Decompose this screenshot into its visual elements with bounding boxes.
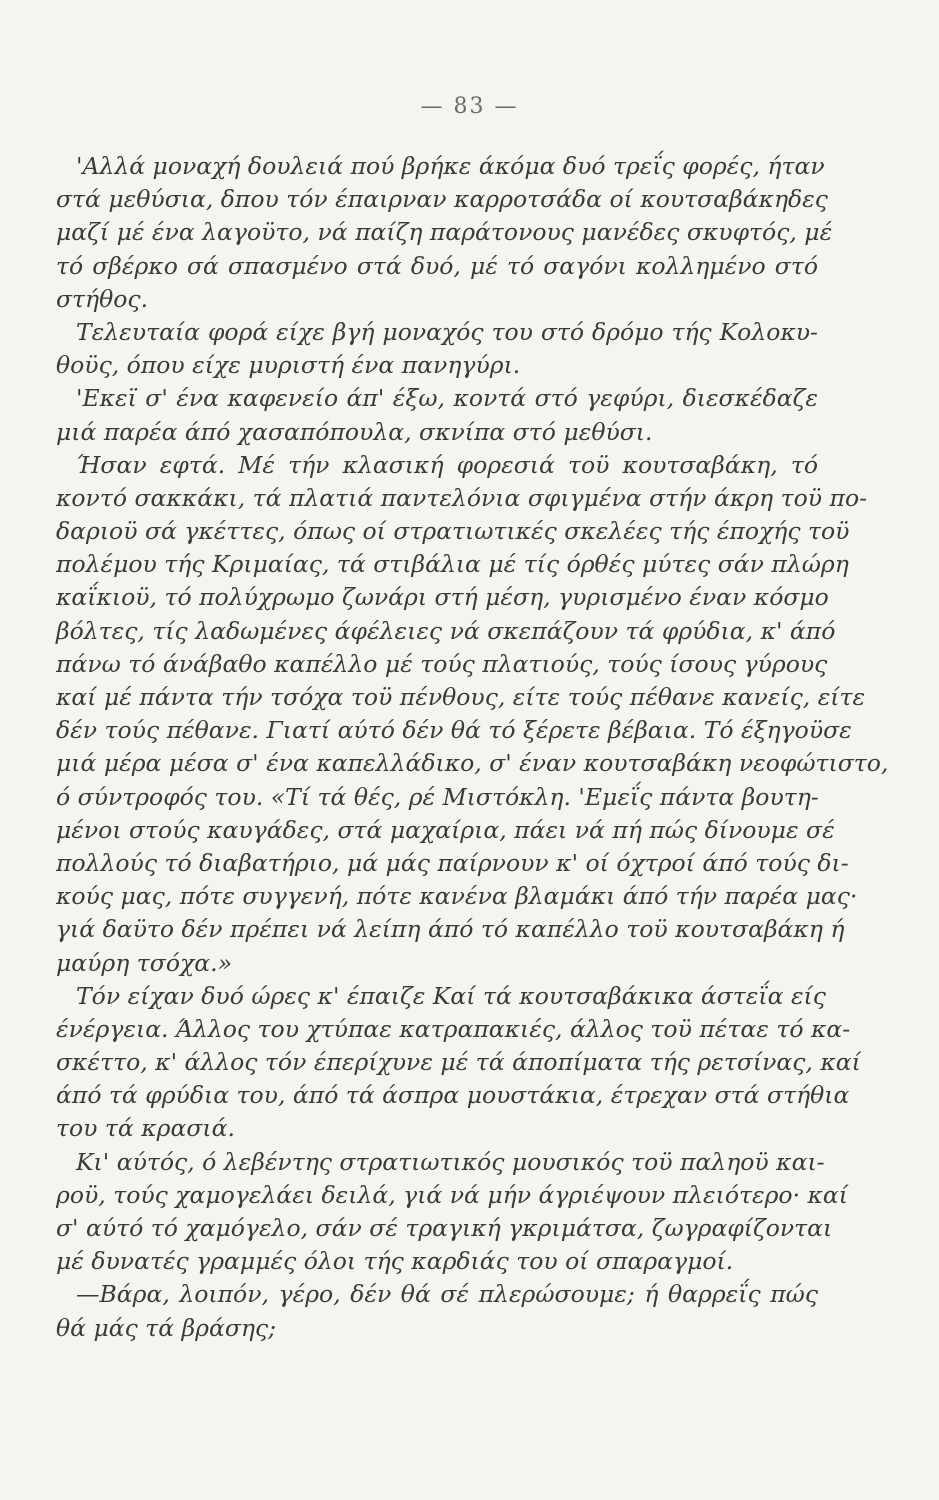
text-line: ό σύντροφός του. «Τί τά θές, ρέ Μιστόκλη. 'Εμεΐς πάντα βουτη- xyxy=(56,782,819,811)
text-line: ένέργεια. Άλλος του χτύπαε κατραπακιές, άλλος τοϋ πέταε τό κα- xyxy=(56,1014,851,1043)
text-line: σ' αύτό τό χαμόγελο, σάν σέ τραγική γκριμάτσα, ζωγραφίζονται xyxy=(56,1214,833,1242)
page-number: — 83 — xyxy=(420,94,519,119)
text-line: Τελευταία φορά είχε βγή μοναχός του στό δρόμο τής Κολοκυ- xyxy=(76,317,818,346)
text-line: καί μέ πάντα τήν τσόχα τοϋ πένθους, είτε τούς πέθανε κανείς, είτε xyxy=(56,683,866,711)
text-line: ροϋ, τούς χαμογελάει δειλά, γιά νά μήν άγριέψουν πλειότερο· καί xyxy=(56,1180,849,1209)
text-line: μένοι στούς καυγάδες, στά μαχαίρια, πάει νά πή πώς δίνουμε σέ xyxy=(56,815,835,844)
text-line: πολλούς τό διαβατήριο, μά μάς παίρνουν κ' οί όχτροί άπό τούς δι- xyxy=(56,848,849,877)
text-line: του τά κρασιά. xyxy=(56,1114,235,1143)
text-line: μέ δυνατές γραμμές όλοι τής καρδιάς του οί σπαραγμοί. xyxy=(56,1247,734,1276)
text-line: μαύρη τσόχα.» xyxy=(56,948,232,977)
text-line: Τόν είχαν δυό ώρες κ' έπαιζε Καί τά κουτσαβάκικα άστεΐα είς xyxy=(76,981,826,1010)
text-line: πάνω τό άνάβαθο καπέλλο μέ τούς πλατιούς, τούς ίσους γύρους xyxy=(56,649,828,678)
text-line: Ήσαν εφτά. Μέ τήν κλασική φορεσιά τοϋ κουτσαβάκη, τό xyxy=(76,450,818,479)
body-text xyxy=(56,150,889,1345)
text-line: δέν τούς πέθανε. Γιατί αύτό δέν θά τό ξέρετε βέβαια. Τό έξηγοϋσε xyxy=(56,716,852,745)
text-line: δαριοϋ σά γκέττες, όπως οί στρατιωτικές σκελέες τής έποχής τοϋ xyxy=(56,517,850,546)
text-line: καΐκιοϋ, τό πολύχρωμο ζωνάρι στή μέση, γυρισμένο έναν κόσμο xyxy=(56,583,829,612)
text-line: τό σβέρκο σά σπασμένο στά δυό, μέ τό σαγόνι κολλημένο στό xyxy=(56,251,818,280)
text-line: γιά δαϋτο δέν πρέπει νά λείπη άπό τό καπέλλο τοϋ κουτσαβάκη ή xyxy=(56,915,845,944)
text-line: Κι' αύτός, ό λεβέντης στρατιωτικός μουσικός τοϋ παληοϋ και- xyxy=(76,1147,825,1176)
text-line: 'Αλλά μοναχή δουλειά πού βρήκε άκόμα δυό τρεΐς φορές, ήταν xyxy=(76,152,825,180)
text-line: στά μεθύσια, δπου τόν έπαιρναν καρροτσάδα οί κουτσαβάκηδες xyxy=(56,185,828,214)
text-line: —Βάρα, λοιπόν, γέρο, δέν θά σέ πλερώσουμε; ή θαρρεΐς πώς xyxy=(76,1280,818,1309)
text-line: θοϋς, όπου είχε μυριστή ένα πανηγύρι. xyxy=(56,351,521,380)
text-line: κοντό σακκάκι, τά πλατιά παντελόνια σφιγμένα στήν άκρη τοϋ πο- xyxy=(56,483,868,512)
text-line: θά μάς τά βράσης; xyxy=(56,1313,277,1342)
text-line: μιά παρέα άπό χασαπόπουλα, σκνίπα στό μεθύσι. xyxy=(56,417,653,446)
text-line: άπό τά φρύδια του, άπό τά άσπρα μουστάκια, έτρεχαν στά στήθια xyxy=(56,1081,850,1110)
text-line: βόλτες, τίς λαδωμένες άφέλειες νά σκεπάζουν τά φρύδια, κ' άπό xyxy=(56,616,836,645)
text-line: μαζί μέ ένα λαγοϋτο, νά παίζη παράτονους μανέδες σκυφτός, μέ xyxy=(56,218,833,247)
text-line: κούς μας, πότε συγγενή, πότε κανένα βλαμάκι άπό τήν παρέα μας· xyxy=(56,882,858,911)
text-line: 'Εκεϊ σ' ένα καφενείο άπ' έξω, κοντά στό γεφύρι, διεσκέδαζε xyxy=(76,384,818,413)
text-line: σκέττο, κ' άλλος τόν έπερίχυνε μέ τά άποπίματα τής ρετσίνας, καί xyxy=(56,1048,861,1077)
text-line: μιά μέρα μέσα σ' ένα καπελλάδικο, σ' έναν κουτσαβάκη νεοφώτιστο, xyxy=(56,749,889,778)
text-line: στήθος. xyxy=(56,284,149,313)
text-line: πολέμου τής Κριμαίας, τά στιβάλια μέ τίς όρθές μύτες σάν πλώρη xyxy=(56,550,849,579)
